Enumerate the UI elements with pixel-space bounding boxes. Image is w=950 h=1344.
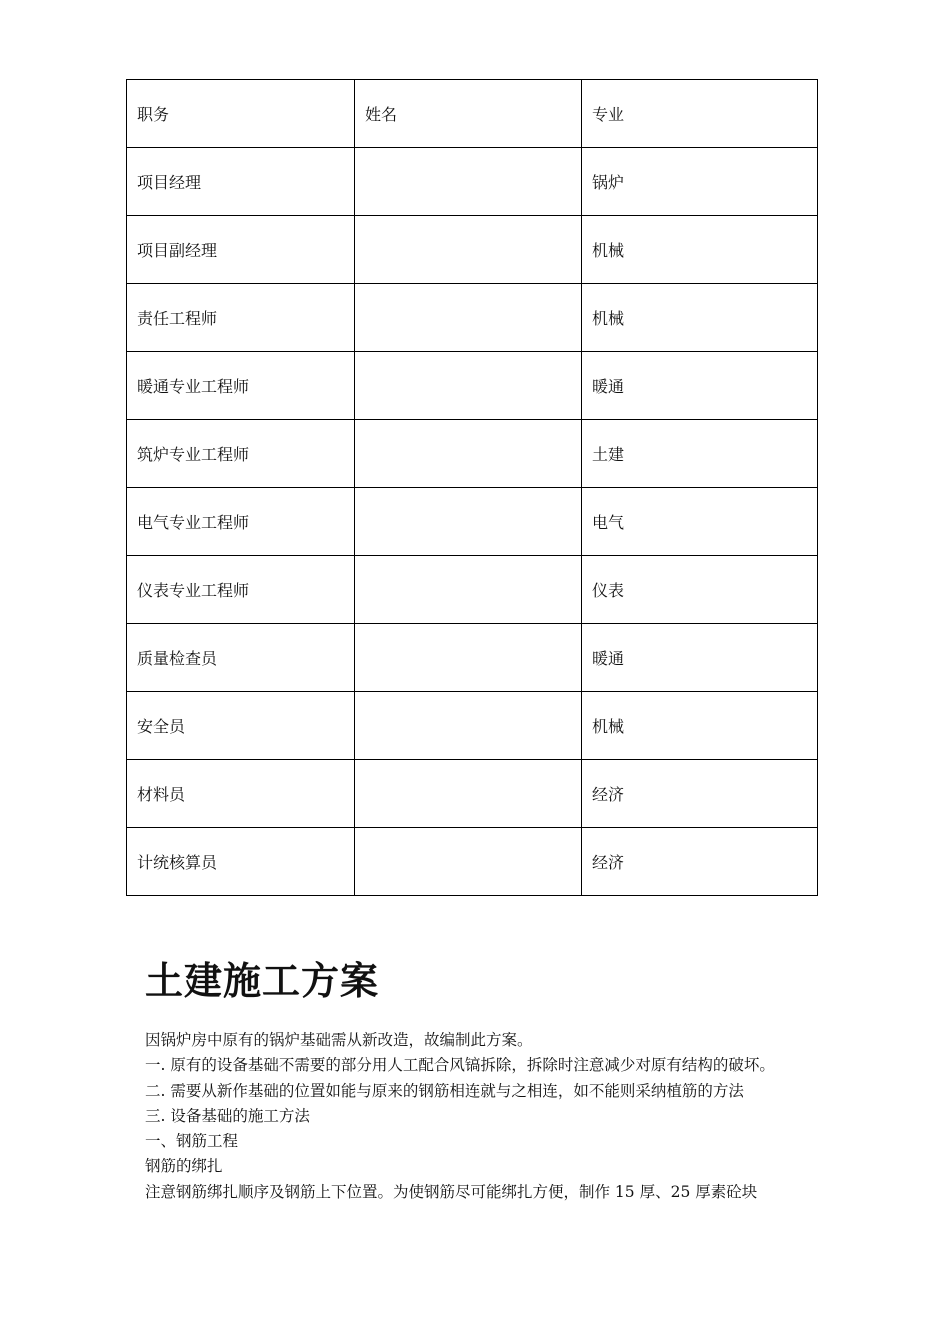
table-row <box>127 828 818 896</box>
name-cell <box>355 352 582 420</box>
table-row <box>127 556 818 624</box>
body-line-intro: 因锅炉房中原有的锅炉基础需从新改造，故编制此方案。 <box>145 1031 533 1049</box>
specialty-cell: 仪表 <box>582 556 818 624</box>
table-header-row <box>127 80 818 148</box>
role-cell: 安全员 <box>127 692 355 760</box>
role-cell: 仪表专业工程师 <box>127 556 355 624</box>
role-cell: 责任工程师 <box>127 284 355 352</box>
name-cell <box>355 284 582 352</box>
section-title: 土建施工方案 <box>145 958 380 1003</box>
name-cell <box>355 828 582 896</box>
table-row <box>127 216 818 284</box>
role-cell: 质量检查员 <box>127 624 355 692</box>
table-row <box>127 760 818 828</box>
role-cell: 筑炉专业工程师 <box>127 420 355 488</box>
table-row <box>127 148 818 216</box>
name-cell <box>355 624 582 692</box>
specialty-cell: 机械 <box>582 216 818 284</box>
body-line-subheading: 一、钢筋工程 <box>145 1132 239 1151</box>
header-specialty: 专业 <box>582 80 818 148</box>
name-cell <box>355 488 582 556</box>
name-cell <box>355 148 582 216</box>
body-line-item-2: 二. 需要从新作基础的位置如能与原来的钢筋相连就与之相连，如不能则采纳植筋的方法 <box>145 1081 744 1100</box>
body-line-topic: 钢筋的绑扎 <box>145 1157 223 1176</box>
header-name: 姓名 <box>355 80 582 148</box>
table-row <box>127 420 818 488</box>
name-cell <box>355 420 582 488</box>
section-body <box>145 1028 845 1205</box>
body-line-paragraph: 注意钢筋绑扎顺序及钢筋上下位置。为使钢筋尽可能绑扎方便，制作 15 厚、25 厚素砼块 <box>145 1182 758 1201</box>
role-cell: 项目经理 <box>127 148 355 216</box>
table-row <box>127 692 818 760</box>
name-cell <box>355 216 582 284</box>
role-cell: 电气专业工程师 <box>127 488 355 556</box>
role-cell: 项目副经理 <box>127 216 355 284</box>
header-role: 职务 <box>127 80 355 148</box>
specialty-cell: 土建 <box>582 420 818 488</box>
body-line-item-3: 三. 设备基础的施工方法 <box>145 1106 310 1125</box>
specialty-cell: 暖通 <box>582 624 818 692</box>
specialty-cell: 经济 <box>582 760 818 828</box>
specialty-cell: 锅炉 <box>582 148 818 216</box>
table-row <box>127 352 818 420</box>
table-row <box>127 624 818 692</box>
table-row <box>127 284 818 352</box>
name-cell <box>355 556 582 624</box>
body-line-item-1: 一. 原有的设备基础不需要的部分用人工配合风镐拆除，拆除时注意减少对原有结构的破坏。 <box>145 1056 775 1075</box>
name-cell <box>355 692 582 760</box>
staff-table <box>126 79 818 896</box>
specialty-cell: 暖通 <box>582 352 818 420</box>
role-cell: 材料员 <box>127 760 355 828</box>
specialty-cell: 电气 <box>582 488 818 556</box>
name-cell <box>355 760 582 828</box>
specialty-cell: 机械 <box>582 692 818 760</box>
role-cell: 暖通专业工程师 <box>127 352 355 420</box>
specialty-cell: 机械 <box>582 284 818 352</box>
table-row <box>127 488 818 556</box>
construction-plan-section <box>145 955 845 1205</box>
specialty-cell: 经济 <box>582 828 818 896</box>
role-cell: 计统核算员 <box>127 828 355 896</box>
